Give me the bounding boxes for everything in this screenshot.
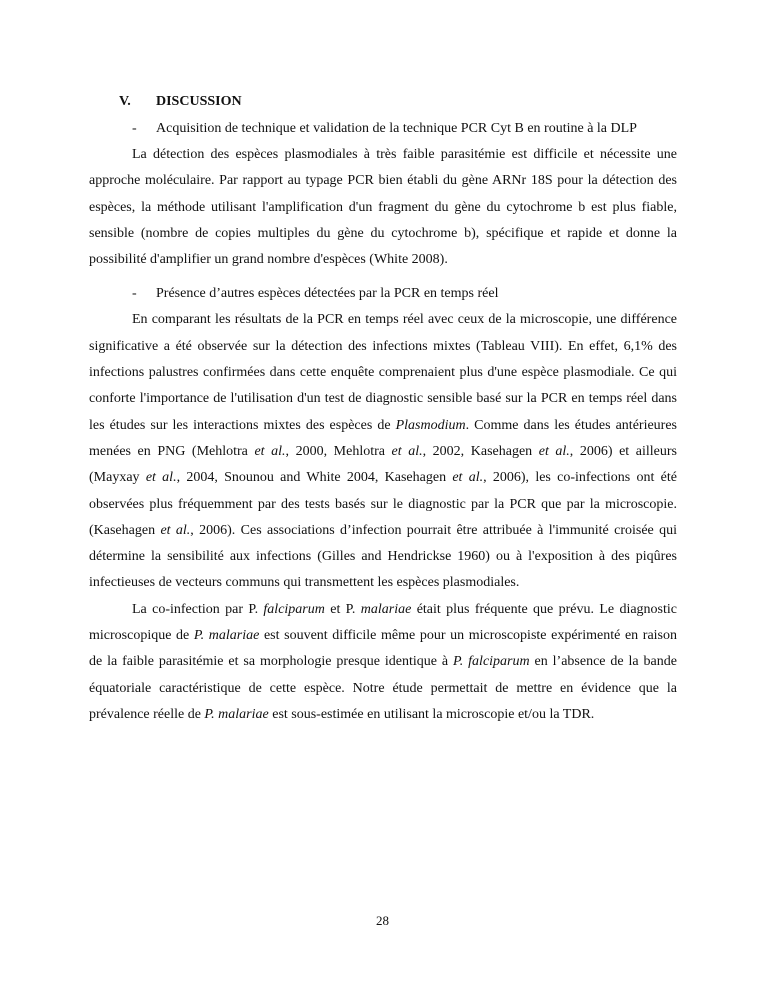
paragraph-text: est souvent difficile même pour un microscopiste expérimenté en raison de la faible parasitémie et sa morphologie presque identique à xyxy=(89,628,677,670)
paragraph-text: en l’absence de la bande équatoriale caractéristique de cette espèce. Notre étude permettait de mettre en évidence que la prévalence réelle de xyxy=(89,654,677,722)
species-name: Plasmodium xyxy=(395,417,466,433)
subheading-text: Présence d’autres espèces détectées par la PCR en temps réel xyxy=(156,286,499,302)
bullet-dash: - xyxy=(132,286,137,302)
citation-et-al: et al. xyxy=(452,470,484,486)
citation-et-al: et al. xyxy=(145,470,177,486)
bullet-dash: - xyxy=(132,121,137,136)
paragraph-text: , 2006) et ailleurs (Mayxay xyxy=(89,443,677,486)
paragraph-text: était plus fréquente que prévu. Le diagnostic microscopique de xyxy=(89,601,677,644)
subheading-bullet xyxy=(89,116,677,142)
paragraph xyxy=(89,597,677,728)
species-name: P. malariae xyxy=(204,706,269,722)
section-number: V. xyxy=(119,94,131,109)
section-title: DISCUSSION xyxy=(156,94,242,109)
document-page xyxy=(89,90,677,728)
species-name: falciparum xyxy=(263,601,325,617)
citation-et-al: et al. xyxy=(391,443,423,459)
paragraph-text: , 2004, Snounou and White 2004, Kasehagen xyxy=(176,470,453,486)
species-name: P. falciparum xyxy=(453,654,530,670)
paragraph-text: , 2006), les co-infections ont été observées plus fréquemment par des tests basés sur le diagnostic par la PCR que par la microscopie.(Kasehagen xyxy=(89,470,677,538)
paragraph-text: La détection des espèces plasmodiales à très faible parasitémie est difficile et nécessite une approche moléculaire. Par rapport au typage PCR bien établi du gène ARNr 18S pour la détection des espèces, la méthode utilisant l'amplification d'un fragment du gène du cytochrome b est plus fiable, sensible (nombre de copies multiples du gène du cytochrome b), spécifique et rapide et donne la possibilité d'amplifier un grand nombre d'espèces (White 2008). xyxy=(89,147,677,268)
paragraph-text: En comparant les résultats de la PCR en temps réel avec ceux de la microscopie, une différence significative a été observée sur la détection des infections mixtes (Tableau VIII). En effet, 6,1% des infections palustres confirmées dans cette enquête comprenaient plus d'une espèce plasmodiale. Ce qui conforte l'importance de l'utilisation d'un test de diagnostic sensible basé sur la PCR en temps réel dans les études sur les interactions mixtes des espèces de xyxy=(89,312,677,433)
citation-et-al: et al. xyxy=(254,443,286,459)
species-name: malariae xyxy=(360,601,412,617)
paragraph-text: , 2002, Kasehagen xyxy=(422,443,539,459)
paragraph-text: , 2000, Mehlotra xyxy=(285,443,392,459)
species-name: P. malariae xyxy=(193,628,260,644)
paragraph-text: , 2006). Ces associations d’infection pourrait être attribuée à l'immunité croisée qui détermine la sensibilité aux infections (Gilles and Hendrickse 1960) ou à l'exposition à des piqûres infectieuses de vecteurs communs qui transmettent les espèces plasmodiales. xyxy=(89,522,678,591)
subheading-text: Acquisition de technique et validation de la technique PCR Cyt B en routine à la DLP xyxy=(156,121,637,136)
paragraph-text: . Comme dans les études antérieures menées en PNG (Mehlotra xyxy=(89,417,678,459)
subheading-bullet xyxy=(89,281,677,307)
citation-et-al: et al. xyxy=(538,443,570,459)
paragraph-text: et P. xyxy=(324,601,361,617)
section-heading xyxy=(89,90,677,114)
paragraph xyxy=(89,307,677,596)
page-number: 28 xyxy=(376,913,389,928)
paragraph-text: est sous-estimée en utilisant la microscopie et/ou la TDR. xyxy=(268,706,595,722)
paragraph xyxy=(89,142,677,273)
citation-et-al: et al. xyxy=(160,522,191,538)
paragraph-text: La co-infection par P. xyxy=(132,601,264,617)
